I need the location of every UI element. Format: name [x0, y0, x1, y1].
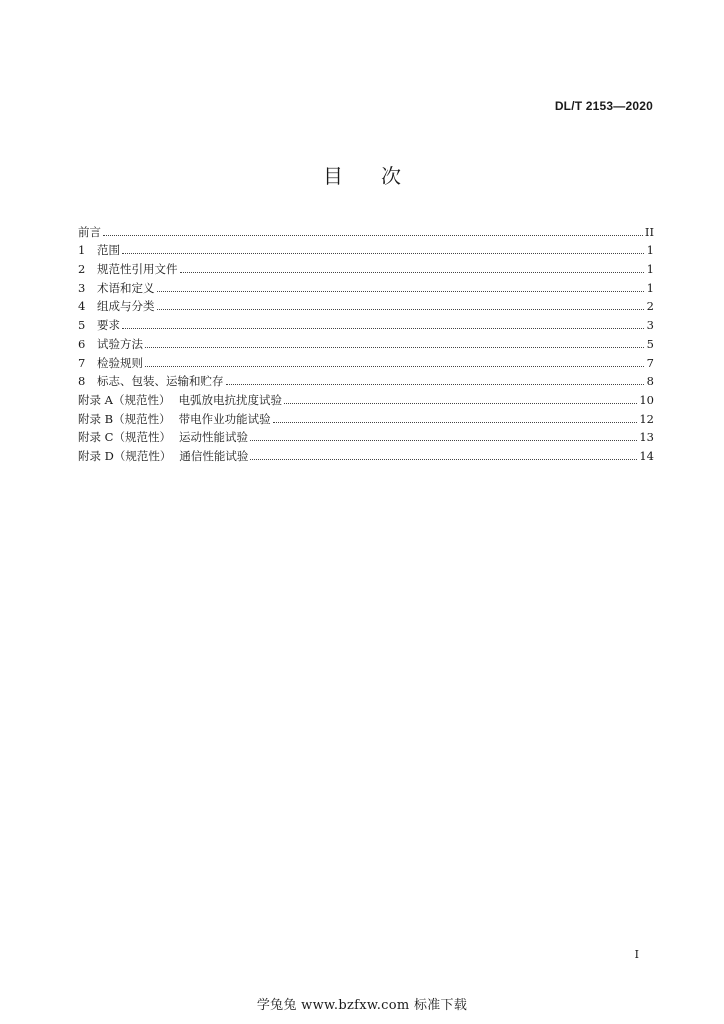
toc-entry-test-methods[interactable] — [78, 333, 654, 352]
toc-entry-number: 8 — [78, 374, 86, 389]
toc-entry-label: 标志、包装、运输和贮存 — [97, 374, 224, 389]
toc-entry-number: 4 — [78, 299, 86, 314]
toc-entry-appendix-d[interactable] — [78, 445, 654, 464]
toc-entry-page: 2 — [646, 299, 654, 314]
toc-entry-appendix-a[interactable] — [78, 389, 654, 408]
toc-entry-label: 检验规则 — [97, 355, 143, 370]
toc-leader-dots — [122, 328, 644, 329]
toc-title-char-1: 目 — [323, 164, 343, 188]
toc-entry-page: 1 — [646, 280, 654, 295]
toc-entry-number: 2 — [78, 262, 86, 277]
toc-leader-dots — [250, 440, 637, 441]
toc-title — [0, 160, 724, 189]
toc-entry-foreword[interactable] — [78, 221, 654, 240]
toc-entry-number: 5 — [78, 318, 86, 333]
toc-entry-page: 1 — [646, 262, 654, 277]
toc-leader-dots — [273, 422, 638, 423]
toc-leader-dots — [145, 347, 644, 348]
toc-entry-page: 10 — [639, 392, 654, 407]
toc-entry-page: 3 — [646, 318, 654, 333]
toc-leader-dots — [103, 235, 643, 236]
toc-entry-label: 前言 — [78, 224, 101, 239]
toc-entry-number: 7 — [78, 355, 86, 370]
toc-entry-scope[interactable] — [78, 240, 654, 259]
toc-entry-label: 范围 — [97, 243, 120, 258]
toc-entry-appendix-id: 附录 C（规范性） — [78, 430, 171, 445]
toc-entry-page: 5 — [646, 336, 654, 351]
toc-leader-dots — [145, 366, 644, 367]
toc-entry-requirements[interactable] — [78, 314, 654, 333]
toc-entry-number: 3 — [78, 280, 86, 295]
document-code: DL/T 2153—2020 — [554, 99, 653, 113]
toc-leader-dots — [250, 459, 637, 460]
page-number: I — [634, 948, 639, 961]
toc-entry-appendix-id: 附录 A（规范性） — [78, 392, 171, 407]
toc-entry-inspection-rules[interactable] — [78, 352, 654, 371]
toc-leader-dots — [226, 384, 645, 385]
toc-entry-appendix-id: 附录 D（规范性） — [78, 448, 172, 463]
toc-entry-appendix-id: 附录 B（规范性） — [78, 411, 171, 426]
toc-entry-normative-references[interactable] — [78, 258, 654, 277]
toc-entry-page: 14 — [639, 448, 654, 463]
toc-leader-dots — [284, 403, 637, 404]
toc-entry-appendix-c[interactable] — [78, 427, 654, 446]
toc-entry-label: 组成与分类 — [97, 299, 155, 314]
toc-title-char-2: 次 — [381, 164, 401, 188]
table-of-contents — [78, 221, 654, 464]
toc-entry-label: 要求 — [97, 318, 120, 333]
toc-entry-page: II — [644, 224, 654, 239]
toc-leader-dots — [157, 291, 645, 292]
toc-entry-page: 12 — [639, 411, 654, 426]
toc-entry-label: 电弧放电抗扰度试验 — [178, 392, 282, 407]
toc-entry-composition-classification[interactable] — [78, 296, 654, 315]
toc-entry-page: 8 — [646, 374, 654, 389]
toc-entry-label: 运动性能试验 — [178, 430, 248, 445]
toc-entry-marking-packaging[interactable] — [78, 371, 654, 390]
toc-entry-number: 1 — [78, 243, 86, 258]
toc-entry-page: 13 — [639, 430, 654, 445]
toc-entry-number: 6 — [78, 336, 86, 351]
toc-leader-dots — [157, 309, 645, 310]
site-watermark: 学兔兔 www.bzfxw.com 标准下载 — [256, 998, 468, 1013]
toc-entry-label: 带电作业功能试验 — [178, 411, 271, 426]
toc-entry-terms-definitions[interactable] — [78, 277, 654, 296]
toc-leader-dots — [122, 253, 644, 254]
toc-entry-label: 通信性能试验 — [179, 448, 249, 463]
toc-entry-appendix-b[interactable] — [78, 408, 654, 427]
toc-leader-dots — [180, 272, 645, 273]
toc-entry-page: 1 — [646, 243, 654, 258]
toc-entry-label: 试验方法 — [97, 336, 143, 351]
toc-entry-label: 规范性引用文件 — [97, 262, 178, 277]
toc-entry-page: 7 — [646, 355, 654, 370]
toc-entry-label: 术语和定义 — [97, 280, 155, 295]
